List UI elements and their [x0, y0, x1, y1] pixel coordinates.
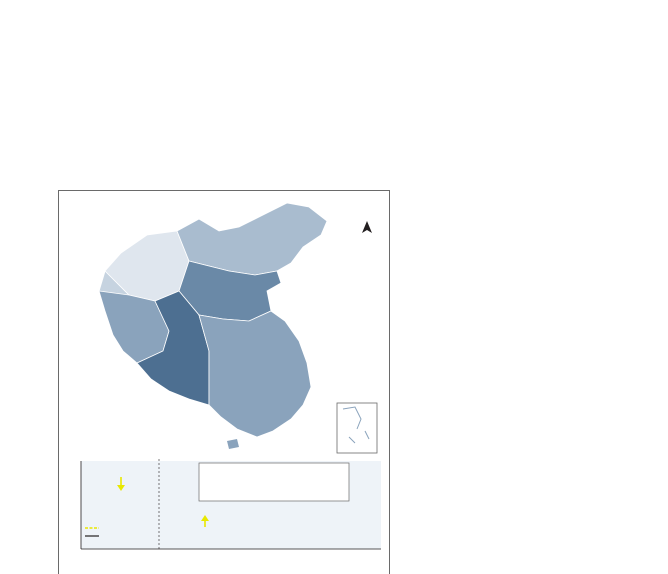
authors-section	[409, 168, 659, 174]
china-map	[99, 203, 327, 449]
graphical-abstract-svg	[59, 191, 389, 574]
inset-chart	[199, 463, 349, 501]
graphical-abstract-figure[interactable]	[58, 190, 390, 574]
correspondence-section	[409, 262, 659, 268]
region-southeast	[199, 311, 311, 437]
north-arrow-icon	[362, 221, 372, 233]
timeseries-panel	[81, 459, 381, 549]
hainan-island	[227, 439, 239, 449]
in-brief-section	[409, 345, 659, 348]
